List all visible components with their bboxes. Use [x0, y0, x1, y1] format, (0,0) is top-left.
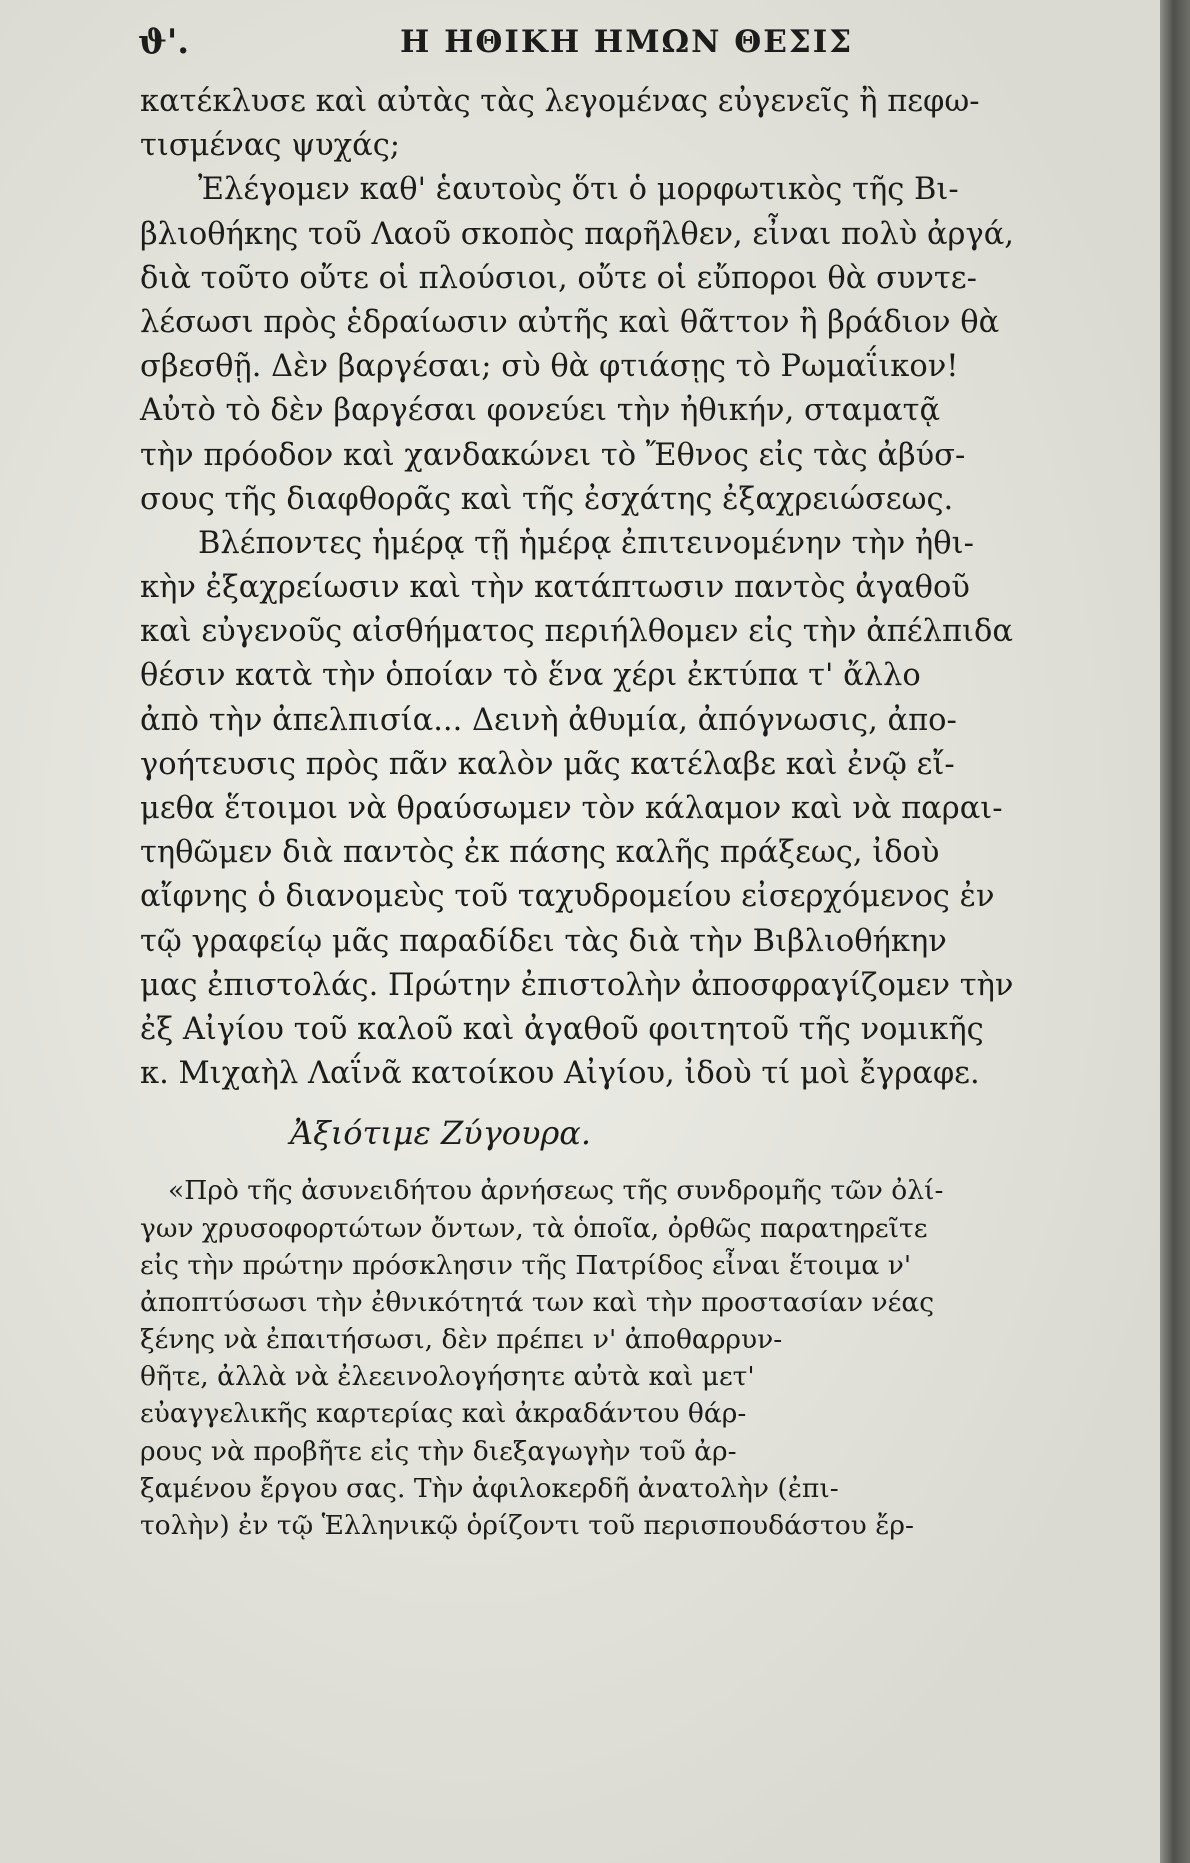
quote-line: εἰς τὴν πρώτην πρόσκλησιν τῆς Πατρίδος εἶναι ἕτοιμα ν'	[140, 1249, 912, 1281]
quote-line: θῆτε, ἀλλὰ νὰ ἐλεεινολογήσητε αὐτὰ καὶ μετ'	[140, 1361, 755, 1393]
quote-line: εὐαγγελικῆς καρτερίας καὶ ἀκραδάντου θάρ-	[140, 1398, 747, 1430]
text-line: τὴν πρόοδον καὶ χανδακώνει τὸ Ἔθνος εἰς τὰς ἀβύσ-	[140, 437, 966, 473]
text-line: ἀπὸ τὴν ἀπελπισία... Δεινὴ ἀθυμία, ἀπόγνωσις, ἀπο-	[140, 702, 957, 738]
quote-line: ἀποπτύσωσι τὴν ἐθνικότητά των καὶ τὴν προστασίαν νέας	[140, 1286, 935, 1318]
text-line: κ. Μιχαὴλ Λαΐνᾶ κατοίκου Αἰγίου, ἰδοὺ τί μοὶ ἔγραφε.	[140, 1056, 980, 1092]
text-line: καὶ εὐγενοῦς αἰσθήματος περιήλθομεν εἰς τὴν ἀπέλπιδα	[140, 614, 1013, 650]
body-text	[140, 80, 1130, 1544]
quote-line: ξαμένου ἔργου σας. Τὴν ἀφιλοκερδῆ ἀνατολὴν (ἐπι-	[140, 1472, 839, 1504]
text-line: μας ἐπιστολάς. Πρώτην ἐπιστολὴν ἀποσφραγίζομεν τὴν	[140, 967, 1014, 1003]
text-line: ἐξ Αἰγίου τοῦ καλοῦ καὶ ἀγαθοῦ φοιτητοῦ τῆς νομικῆς	[140, 1011, 984, 1047]
text-line: θέσιν κατὰ τὴν ὁποίαν τὸ ἕνα χέρι ἐκτύπα τ' ἄλλο	[140, 658, 921, 694]
text-line: τηθῶμεν διὰ παντὸς ἐκ πάσης καλῆς πράξεως, ἰδοὺ	[140, 835, 940, 871]
quote-line: «Πρὸ τῆς ἀσυνειδήτου ἀρνήσεως τῆς συνδρομῆς τῶν ὀλί-	[168, 1175, 944, 1207]
quote-line: τολὴν) ἐν τῷ Ἑλληνικῷ ὁρίζοντι τοῦ περισπουδάστου ἔρ-	[140, 1510, 914, 1541]
text-line: μεθα ἕτοιμοι νὰ θραύσωμεν τὸν κάλαμον καὶ νὰ παραι-	[140, 791, 1003, 826]
quoted-letter	[140, 1172, 1130, 1544]
page-number: ϑ'.	[138, 22, 190, 62]
text-line: κὴν ἐξαχρείωσιν καὶ τὴν κατάπτωσιν παντὸς ἀγαθοῦ	[140, 570, 970, 606]
text-line: σβεσθῇ. Δὲν βαργέσαι; σὺ θὰ φτιάσῃς τὸ Ρωμαΐικον!	[140, 349, 959, 385]
running-title: Η ΗΘΙΚΗ ΗΜΩΝ ΘΕΣΙΣ	[400, 24, 854, 60]
letter-salutation: Ἀξιότιμε Ζύγουρα.	[290, 1114, 592, 1153]
quote-line: ξένης νὰ ἐπαιτήσωσι, δὲν πρέπει ν' ἀποθαρρυν-	[140, 1324, 783, 1356]
quote-line: γων χρυσοφορτώτων ὄντων, τὰ ὁποῖα, ὀρθῶς παρατηρεῖτε	[140, 1212, 928, 1244]
text-line: Ἐλέγομεν καθ' ἑαυτοὺς ὅτι ὁ μορφωτικὸς τῆς Βι-	[198, 172, 959, 208]
text-line: γοήτευσις πρὸς πᾶν καλὸν μᾶς κατέλαβε καὶ ἐνῷ εἴ-	[140, 746, 955, 782]
text-line: αἴφνης ὁ διανομεὺς τοῦ ταχυδρομείου εἰσερχόμενος ἐν	[140, 879, 995, 915]
text-line: κατέκλυσε καὶ αὐτὰς τὰς λεγομένας εὐγενεῖς ἢ πεφω-	[140, 84, 980, 119]
text-line: σους τῆς διαφθορᾶς καὶ τῆς ἐσχάτης ἐξαχρειώσεως.	[140, 481, 954, 517]
text-line: λέσωσι πρὸς ἑδραίωσιν αὐτῆς καὶ θᾶττον ἢ βράδιον θὰ	[140, 304, 1000, 340]
text-line: βλιοθήκης τοῦ Λαοῦ σκοπὸς παρῆλθεν, εἶναι πολὺ ἀργά,	[140, 216, 1015, 252]
text-line: τῷ γραφείῳ μᾶς παραδίδει τὰς διὰ τὴν Βιβλιοθήκην	[140, 923, 947, 959]
text-line: τισμένας ψυχάς;	[140, 128, 401, 164]
quote-line: ρους νὰ προβῆτε εἰς τὴν διεξαγωγὴν τοῦ ἀρ-	[140, 1435, 737, 1467]
text-line: Αὐτὸ τὸ δὲν βαργέσαι φονεύει τὴν ἠθικήν, σταματᾷ	[140, 393, 941, 429]
text-line: Βλέποντες ἡμέρᾳ τῇ ἡμέρᾳ ἐπιτεινομένην τὴν ἠθι-	[198, 525, 974, 561]
text-line: διὰ τοῦτο οὔτε οἱ πλούσιοι, οὔτε οἱ εὔποροι θὰ συντε-	[140, 260, 977, 296]
book-spine-edge	[1160, 0, 1190, 1863]
running-head	[138, 22, 1138, 72]
